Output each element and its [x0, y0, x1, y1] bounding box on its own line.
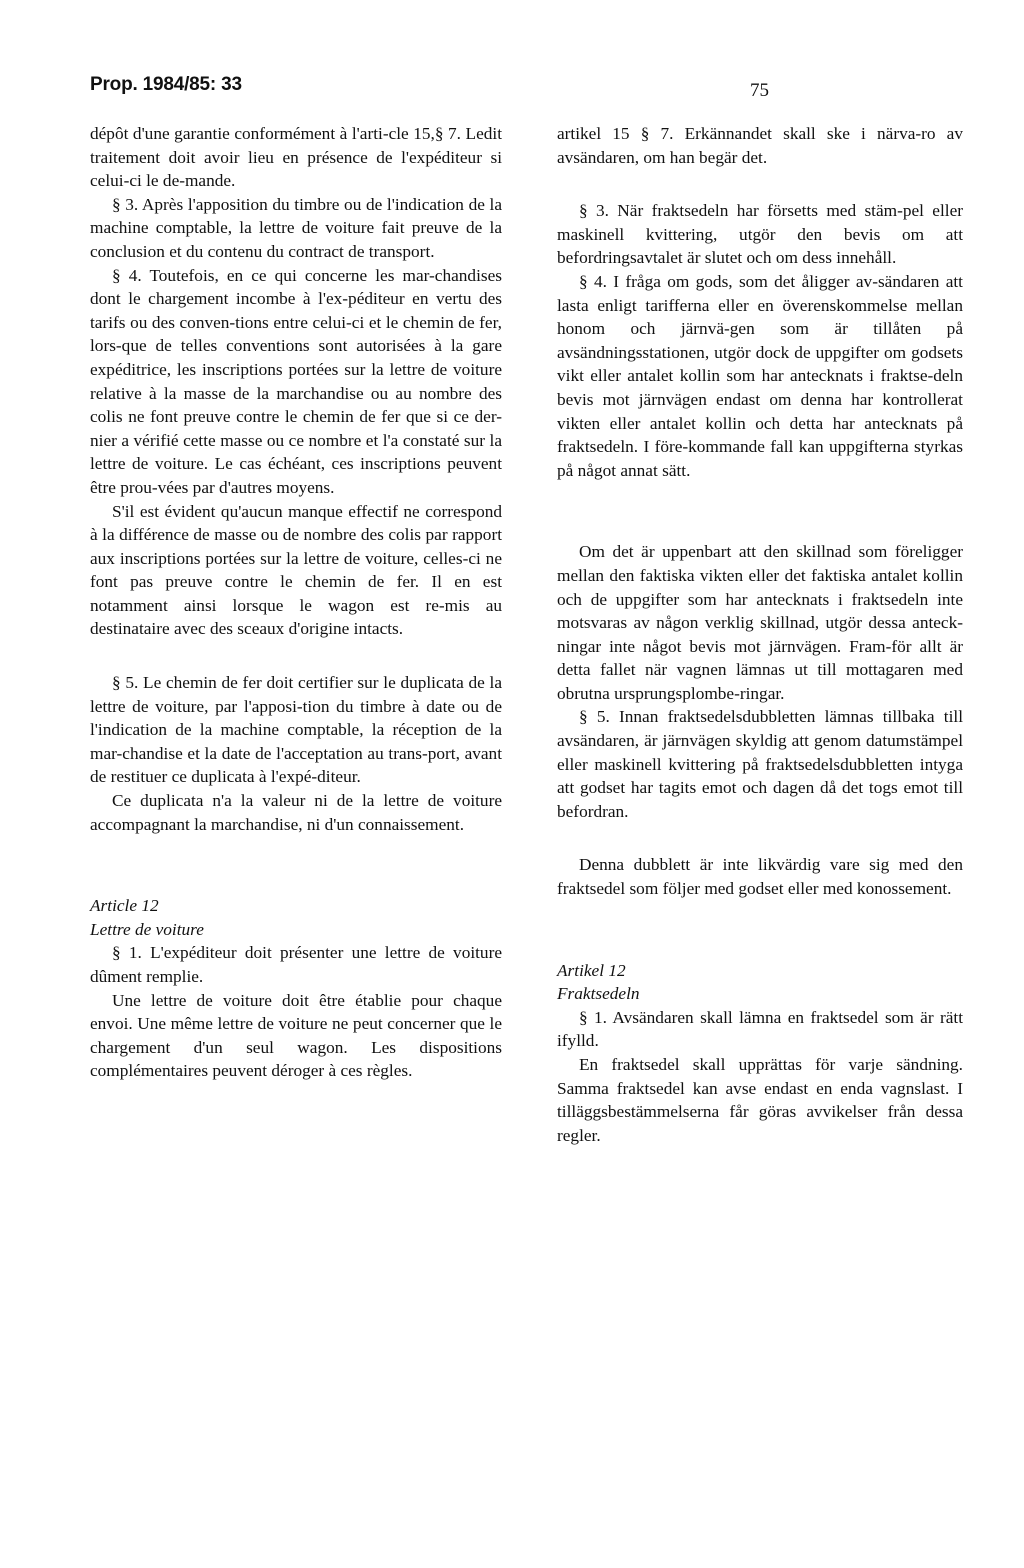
sv-paragraph-section-3: § 3. När fraktsedeln har försetts med stäm-pel eller maskinell kvittering, utgör den bevis om att befordringsavtalet är slutet och om dess innehåll. — [557, 201, 963, 268]
document-reference: Prop. 1984/85: 33 — [90, 74, 242, 95]
sv-paragraph-1: artikel 15 § 7. Erkännandet skall ske i närva-ro av avsändaren, om han begär det. — [557, 124, 963, 167]
fr-paragraph-8: Une lettre de voiture doit être établie pour chaque envoi. Une même lettre de voiture ne peut concerner que le chargement d'un seul wagon. Les dispositions complémentaires peuvent déroger à ces règles. — [90, 990, 502, 1081]
fr-article-title: Lettre de voiture — [90, 919, 204, 939]
fr-paragraph-4: S'il est évident qu'aucun manque effectif ne correspond à la différence de masse ou de nombre des colis par rapport aux inscriptions portées sur la lettre de voiture, celles-ci ne font pas preuve contre le chemin de fer. Il en est notamment ainsi lorsque le wagon est re-mis au destinataire avec des sceaux d'origine intacts. — [90, 501, 502, 639]
fr-paragraph-section-3: § 3. Après l'apposition du timbre ou de l'indication de la machine comptable, la lettre de voiture fait preuve de la conclusion et du contenu du contract de transport. — [90, 194, 502, 261]
page-number: 75 — [750, 80, 769, 101]
swedish-column — [557, 122, 963, 1147]
sv-article-title: Fraktsedeln — [557, 984, 640, 1004]
sv-paragraph-7: § 1. Avsändaren skall lämna en fraktsedel som är rätt ifylld. — [557, 1007, 963, 1051]
sv-paragraph-8: En fraktsedel skall upprättas för varje sändning. Samma fraktsedel kan avse endast en enda vagnslast. I tilläggsbestämmelserna får göras avvikelser från dessa regler. — [557, 1055, 963, 1145]
sv-paragraph-4: Om det är uppenbart att den skillnad som föreligger mellan den faktiska vikten eller det faktiska antalet kollin och de uppgifter som har antecknats i fraktsedeln inte motsvaras av någon verklig skillnad, utgör dessa anteck-ningar inte något bevis mot järnvägen. Fram-för allt är detta fallet när vagnen lämnas ut till mottagaren med obrutna ursprungsplombe-ringar. — [557, 542, 963, 703]
sv-article-heading: Artikel 12 — [557, 960, 626, 980]
sv-paragraph-section-5: § 5. Innan fraktsedelsdubbletten lämnas tillbaka till avsändaren, är järnvägen skyldig att genom datumstämpel eller maskinell kvittering på fraktsedelsdubbletten intyga att godset har tagits emot och dagen då det togs emot till befordran. — [557, 707, 963, 821]
fr-paragraph-7: § 1. L'expéditeur doit présenter une lettre de voiture dûment remplie. — [90, 943, 502, 986]
fr-article-heading: Article 12 — [90, 896, 159, 916]
sv-paragraph-section-4: § 4. I fråga om gods, som det åligger av-sändaren att lasta enligt tarifferna eller en överenskommelse mellan honom och järnvä-gen som är tillåten på avsändningsstationen, utgör dock de uppgifter om godsets vikt eller antalet kollin som har antecknats i fraktse-deln bevis mot järnvägen endast om denna har kontrollerat vikten eller antalet kollin och detta har antecknats på fraktsedeln. I före-kommande fall kan uppgifterna styrkas på något annat sätt. — [557, 271, 963, 480]
french-column — [90, 122, 502, 1083]
fr-paragraph-1: dépôt d'une garantie conformément à l'arti-cle 15,§ 7. Ledit traitement doit avoir lieu en présence de l'expéditeur si celui-ci le de-mande. — [90, 124, 502, 191]
fr-paragraph-section-5: § 5. Le chemin de fer doit certifier sur le duplicata de la lettre de voiture, par l'apposi-tion du timbre à date ou de l'indication de la machine comptable, la réception de la mar-chandise et la date de l'acceptation au trans-port, avant de restituer ce duplicata à l'expé-diteur. — [90, 673, 502, 787]
fr-paragraph-section-4: § 4. Toutefois, en ce qui concerne les mar-chandises dont le chargement incombe à l'ex-péditeur en vertu des tarifs ou des conven-tions entre celui-ci et le chemin de fer, lors-que de telles conventions sont autorisées à la gare expéditrice, les inscriptions portées sur la lettre de voiture relative à la masse de la marchandise ou au nombre des colis ne font preuve contre le chemin de fer que si ce der-nier a vérifié cette masse ou ce nombre et l'a constaté sur la lettre de voiture. Le cas échéant, ces inscriptions peuvent être prou-vées par d'autres moyens. — [90, 265, 502, 497]
fr-paragraph-6: Ce duplicata n'a la valeur ni de la lettre de voiture accompagnant la marchandise, ni d'un connaissement. — [90, 791, 502, 834]
sv-paragraph-6: Denna dubblett är inte likvärdig vare sig med den fraktsedel som följer med godset eller med konossement. — [557, 855, 963, 899]
